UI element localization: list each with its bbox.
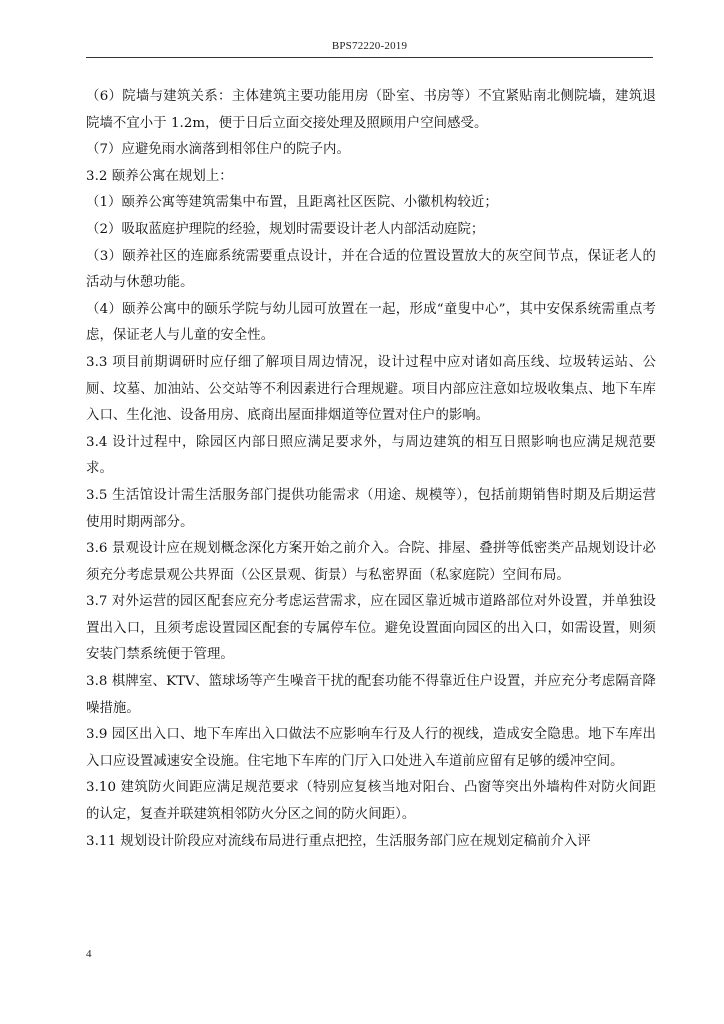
section-3-11: 3.11 规划设计阶段应对流线布局进行重点把控，生活服务部门应在规划定稿前介入评: [86, 833, 591, 849]
paragraph-3-2-4: （4）颐养公寓中的颐乐学院与幼儿园可放置在一起，形成“童叟中心”，其中安保系统需重点考虑，保证老人与儿童的安全性。: [86, 301, 656, 344]
section-3-3: 3.3 项目前期调研时应仔细了解项目周边情况，设计过程中应对诸如高压线、垃圾转运站、公厕、坟墓、加油站、公交站等不利因素进行合理规避。项目内部应注意如垃圾收集点、地下车库入口、生化池、设备用房、底商出屋面排烟道等位置对住户的影响。: [86, 354, 656, 424]
paragraph-3-2-3: （3）颐养社区的连廊系统需要重点设计，并在合适的位置设置放大的灰空间节点，保证老人的活动与休憩功能。: [86, 248, 656, 291]
paragraph-7-rainwater: （7）应避免雨水滴落到相邻住户的院子内。: [86, 142, 350, 158]
section-3-8: 3.8 棋牌室、KTV、篮球场等产生噪音干扰的配套功能不得靠近住户设置，并应充分考虑隔音降噪措施。: [86, 674, 656, 716]
section-3-6: 3.6 景观设计应在规划概念深化方案开始之前介入。合院、排屋、叠拼等低密类产品规划设计必须充分考虑景观公共界面（公区景观、街景）与私密界面（私家庭院）空间布局。: [86, 541, 656, 583]
section-3-9: 3.9 园区出入口、地下车库出入口做法不应影响车行及人行的视线，造成安全隐患。地下车库出入口应设置减速安全设施。住宅地下车库的门厅入口处进入车道前应留有足够的缓冲空间。: [86, 727, 656, 769]
section-3-7: 3.7 对外运营的园区配套应充分考虑运营需求，应在园区靠近城市道路部位对外设置，并单独设置出入口，且须考虑设置园区配套的专属停车位。避免设置面向园区的出入口，如需设置，则须安装门禁系统便于管理。: [86, 594, 656, 663]
section-3-10: 3.10 建筑防火间距应满足规范要求（特别应复核当地对阳台、凸窗等突出外墙构件对防火间距的认定，复查并联建筑相邻防火分区之间的防火间距）。: [86, 780, 656, 823]
body-text: [86, 84, 656, 855]
section-3-5: 3.5 生活馆设计需生活服务部门提供功能需求（用途、规模等），包括前期销售时期及后期运营使用时期两部分。: [86, 487, 656, 530]
paragraph-3-2-1: （1）颐养公寓等建筑需集中布置，且距离社区医院、小徽机构较近；: [86, 195, 498, 211]
paragraph-3-2-2: （2）吸取蓝庭护理院的经验，规划时需要设计老人内部活动庭院；: [86, 221, 485, 237]
section-3-4: 3.4 设计过程中，除园区内部日照应满足要求外，与周边建筑的相互日照影响也应满足规范要求。: [86, 434, 656, 477]
header-divider: [86, 57, 653, 58]
section-3-2-heading: 3.2 颐养公寓在规划上：: [86, 168, 233, 184]
page-number: 4: [86, 948, 92, 960]
paragraph-6-courtyard-wall: （6）院墙与建筑关系：主体建筑主要功能用房（卧室、书房等）不宜紧贴南北侧院墙，建筑退院墙不宜小于 1.2m，便于日后立面交接处理及照顾用户空间感受。: [86, 89, 656, 131]
document-code-header: BPS72220-2019: [331, 40, 408, 52]
